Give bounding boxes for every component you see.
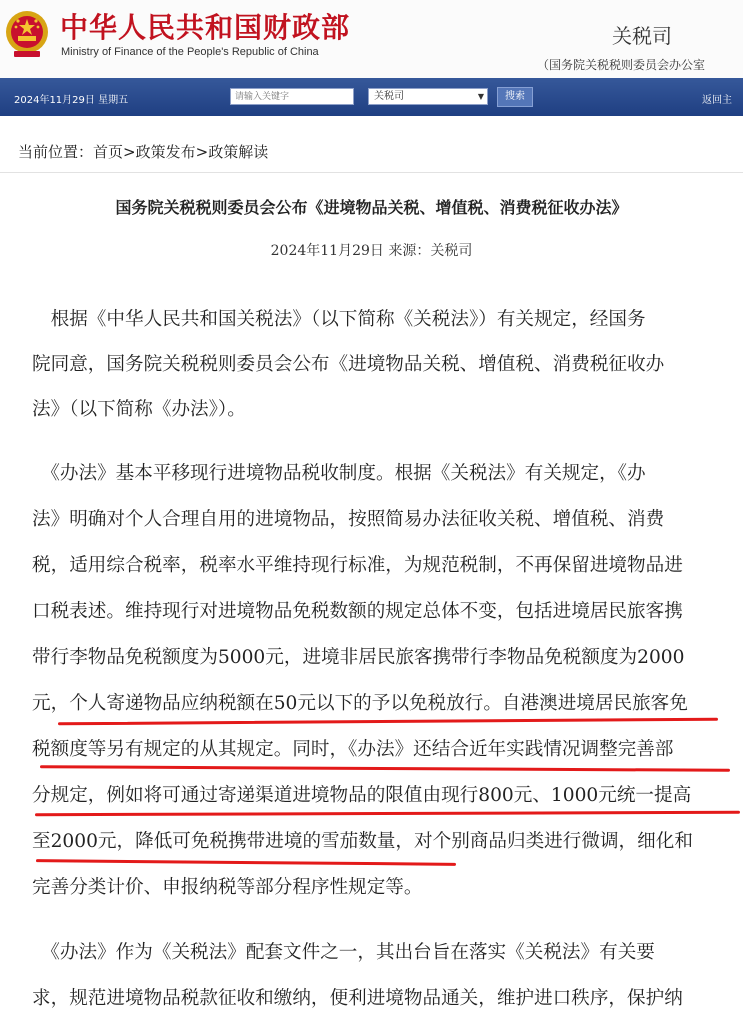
search-scope-select[interactable] xyxy=(368,88,488,105)
site-header xyxy=(0,0,743,78)
article-line: 根据《中华人民共和国关税法》（以下简称《关税法》）有关规定，经国务 xyxy=(32,309,646,330)
national-emblem-icon xyxy=(4,8,50,60)
highlight-underline xyxy=(40,765,730,772)
article-line: 求，规范进境物品税款征收和缴纳，便利进境物品通关，维护进口秩序，保护纳 xyxy=(32,988,683,1009)
breadcrumb-separator: > xyxy=(123,143,136,161)
article-line: 元，个人寄递物品应纳税额在50元以下的予以免税放行。自港澳进境居民旅客免 xyxy=(32,693,688,714)
breadcrumb-separator: > xyxy=(195,143,209,161)
breadcrumb-section-link[interactable]: 政策发布 xyxy=(135,143,196,161)
highlight-underline xyxy=(36,859,456,866)
article-line: 《办法》基本平移现行进境物品税收制度。根据《关税法》有关规定，《办 xyxy=(32,463,646,484)
article-title: 国务院关税税则委员会公布《进境物品关税、增值税、消费税征收办法》 xyxy=(115,198,628,217)
back-home-link[interactable]: 返回主 xyxy=(702,95,732,106)
highlight-underline xyxy=(58,718,718,726)
search-scope-value: 关税司 xyxy=(374,91,404,102)
article-line: 税额度等另有规定的从其规定。同时，《办法》还结合近年实践情况调整完善部 xyxy=(32,739,674,760)
search-input[interactable] xyxy=(230,88,354,105)
article-line: 口税表述。维持现行对进境物品免税数额的规定总体不变，包括进境居民旅客携 xyxy=(32,601,683,622)
breadcrumb-prefix: 当前位置： xyxy=(18,143,94,161)
article-line: 法》明确对个人合理自用的进境物品，按照简易办法征收关税、增值税、消费 xyxy=(32,509,665,530)
ministry-name-cn: 中华人民共和国财政部 xyxy=(60,11,351,44)
article-line: 《办法》作为《关税法》配套文件之一，其出台旨在落实《关税法》有关要 xyxy=(32,942,655,963)
article-line: 完善分类计价、申报纳税等部分程序性规定等。 xyxy=(32,877,423,898)
article-line: 至2000元，降低可免税携带进境的雪茄数量，对个别商品归类进行微调，细化和 xyxy=(32,831,693,852)
article-line: 院同意，国务院关税税则委员会公布《进境物品关税、增值税、消费税征收办 xyxy=(32,354,665,375)
department-name: 关税司 xyxy=(612,24,672,48)
article-meta: 2024年11月29日 来源：关税司 xyxy=(270,243,473,259)
divider xyxy=(0,172,743,173)
article-line: 带行李物品免税额度为5000元，进境非居民旅客携带行李物品免税额度为2000 xyxy=(32,647,685,668)
article-line: 分规定，例如将可通过寄递渠道进境物品的限值由现行800元、1000元统一提高 xyxy=(32,785,692,806)
nav-bar xyxy=(0,78,743,116)
article-line: 税，适用综合税率，税率水平维持现行标准，为规范税制，不再保留进境物品进 xyxy=(32,555,683,576)
department-subtitle: （国务院关税税则委员会办公室 xyxy=(537,58,706,72)
current-date: 2024年11月29日 星期五 xyxy=(14,95,129,106)
highlight-underline xyxy=(35,811,740,816)
ministry-name-en: Ministry of Finance of the People's Republic of China xyxy=(61,46,319,58)
search-button[interactable]: 搜索 xyxy=(497,87,533,107)
article-line: 法》（以下简称《办法》）。 xyxy=(32,399,246,420)
dropdown-arrow-icon: ▼ xyxy=(477,92,484,101)
breadcrumb-current-link[interactable]: 政策解读 xyxy=(208,143,269,161)
breadcrumb xyxy=(18,141,268,162)
breadcrumb-home-link[interactable]: 首页 xyxy=(93,143,124,161)
